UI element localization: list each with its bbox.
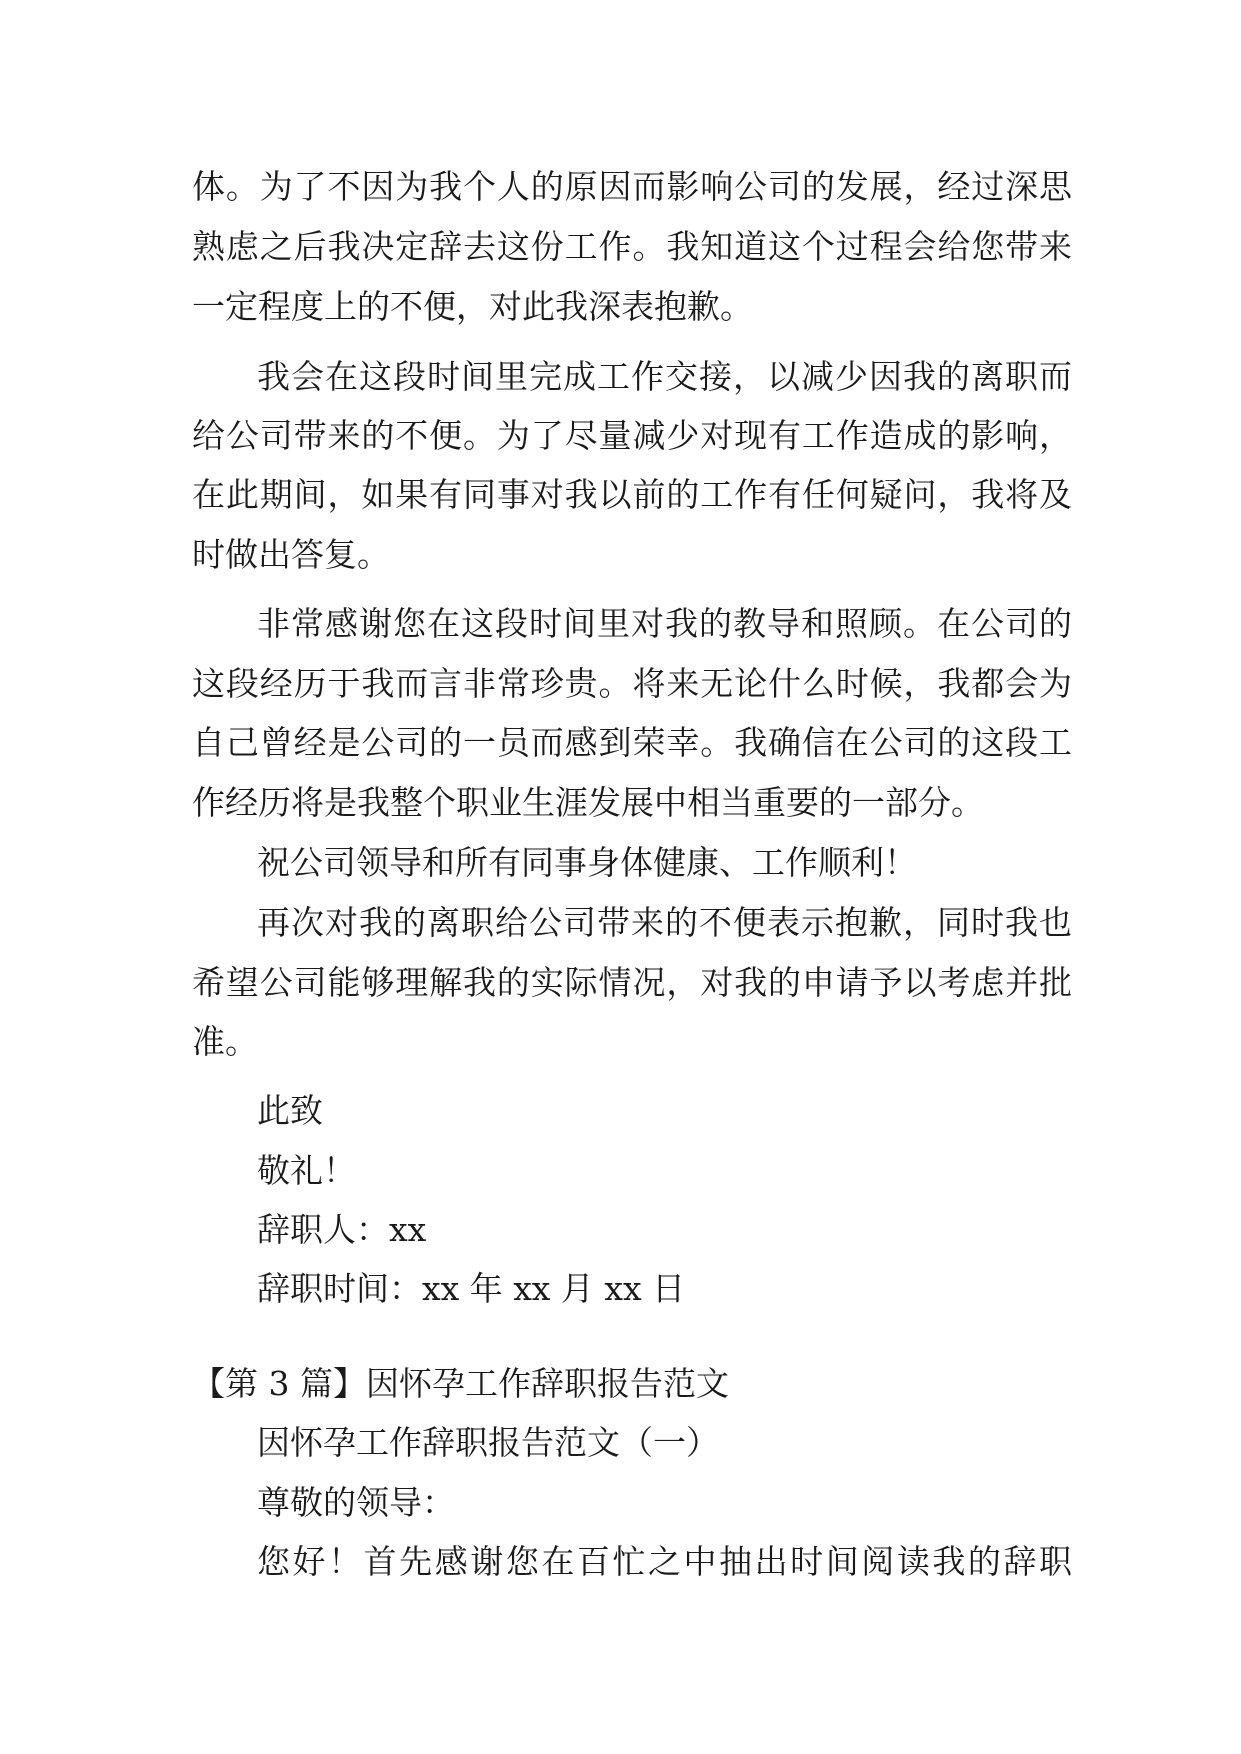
body-line: 我会在这段时间里完成工作交接，以减少因我的离职而 xyxy=(257,357,1072,396)
body-line: 这段经历于我而言非常珍贵。将来无论什么时候，我都会为 xyxy=(192,664,1072,703)
body-line: 非常感谢您在这段时间里对我的教导和照顾。在公司的 xyxy=(257,604,1072,643)
closing-line: 此致 xyxy=(257,1091,323,1130)
section-subtitle: 因怀孕工作辞职报告范文（一） xyxy=(257,1423,719,1462)
signature-name: 辞职人：xx xyxy=(257,1210,427,1249)
body-line: 时做出答复。 xyxy=(192,535,390,574)
body-line: 给公司带来的不便。为了尽量减少对现有工作造成的影响， xyxy=(192,416,1072,455)
salutation: 尊敬的领导： xyxy=(257,1483,455,1522)
body-line: 体。为了不因为我个人的原因而影响公司的发展，经过深思 xyxy=(192,167,1072,206)
body-line: 自己曾经是公司的一员而感到荣幸。我确信在公司的这段工 xyxy=(192,723,1072,762)
body-line: 在此期间，如果有同事对我以前的工作有任何疑问，我将及 xyxy=(192,475,1072,514)
body-line: 您好！首先感谢您在百忙之中抽出时间阅读我的辞职 xyxy=(257,1542,1072,1581)
section-heading: 【第 3 篇】因怀孕工作辞职报告范文 xyxy=(192,1364,729,1403)
body-line: 准。 xyxy=(192,1022,258,1061)
body-line: 作经历将是我整个职业生涯发展中相当重要的一部分。 xyxy=(192,783,984,822)
body-line: 再次对我的离职给公司带来的不便表示抱歉，同时我也 xyxy=(257,903,1072,942)
signature-date: 辞职时间：xx 年 xx 月 xx 日 xyxy=(257,1269,686,1308)
body-line: 希望公司能够理解我的实际情况，对我的申请予以考虑并批 xyxy=(192,963,1072,1002)
body-line: 熟虑之后我决定辞去这份工作。我知道这个过程会给您带来 xyxy=(192,227,1072,266)
body-line: 祝公司领导和所有同事身体健康、工作顺利！ xyxy=(257,843,917,882)
closing-line: 敬礼！ xyxy=(257,1151,356,1190)
body-line: 一定程度上的不便，对此我深表抱歉。 xyxy=(192,287,753,326)
